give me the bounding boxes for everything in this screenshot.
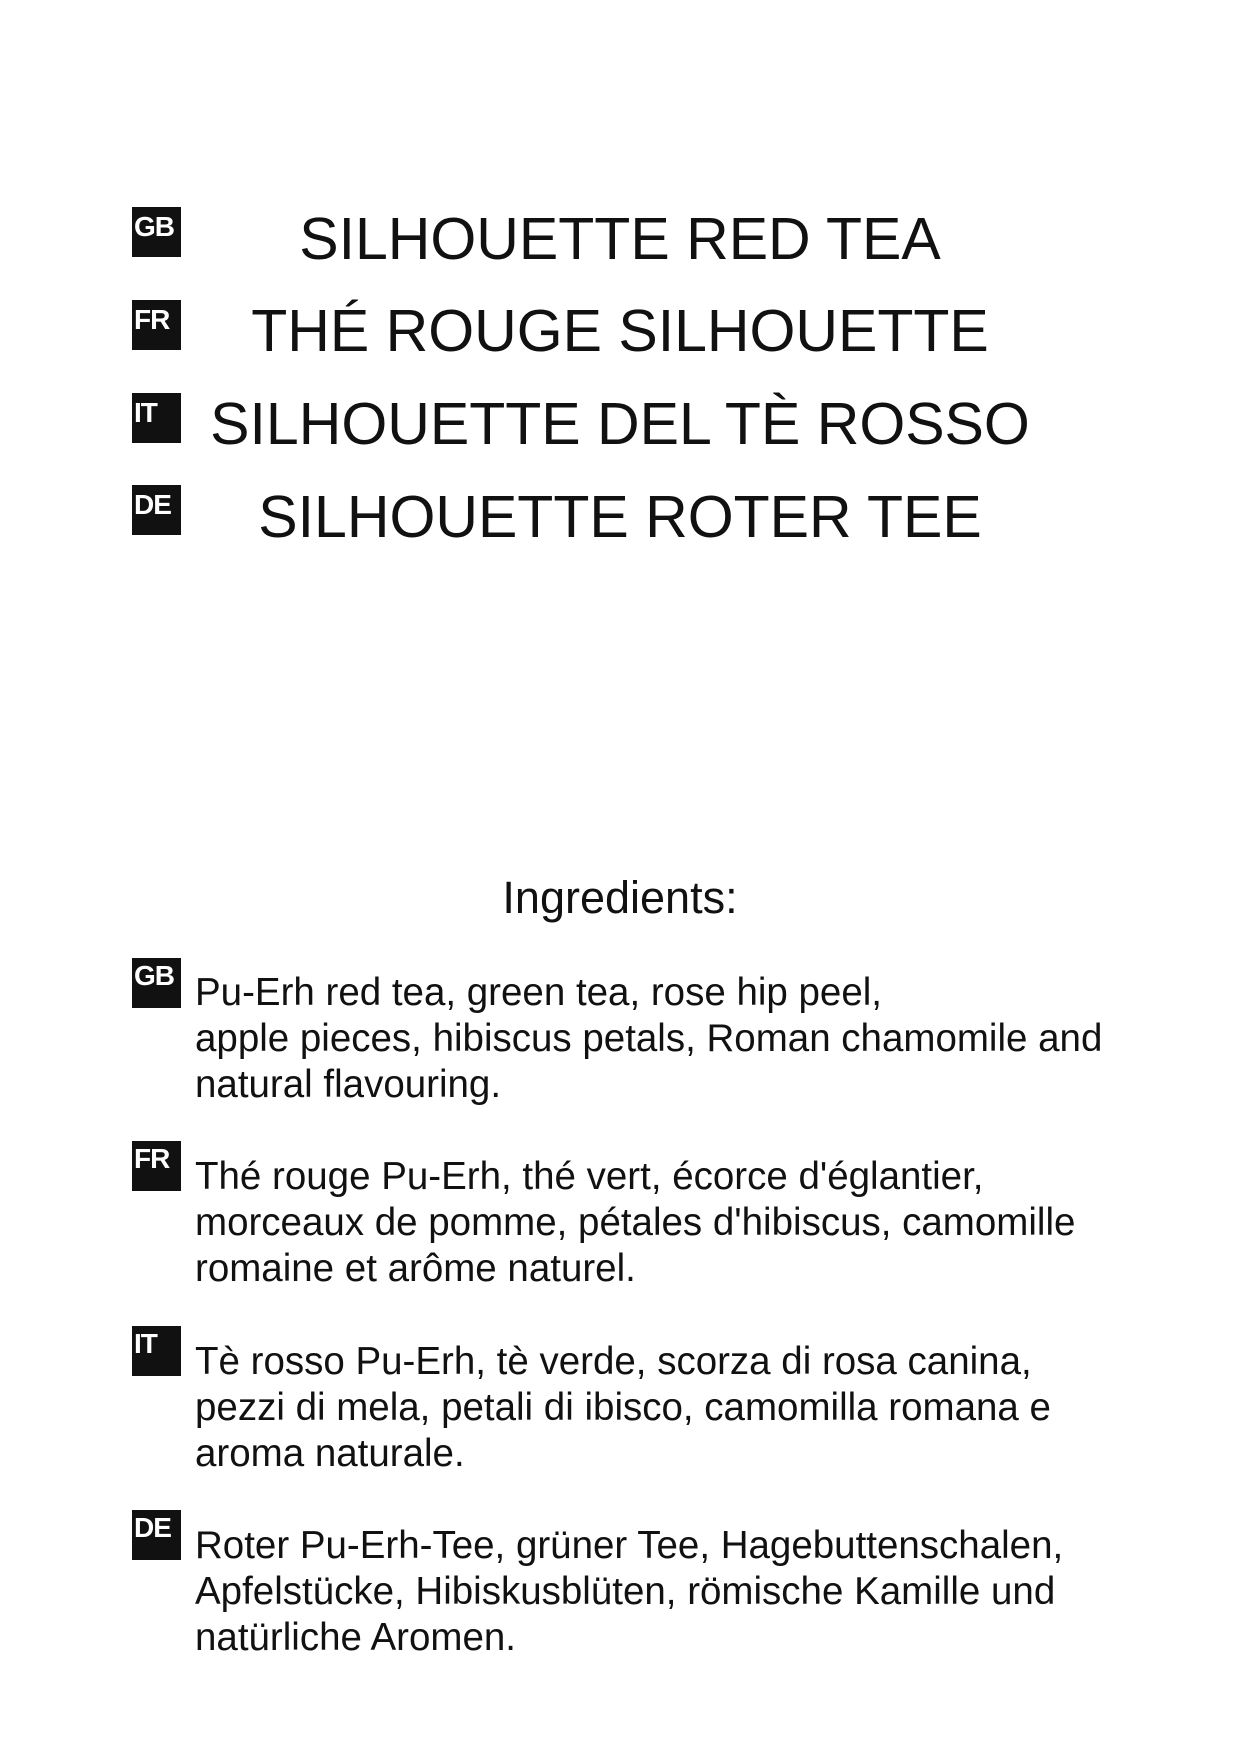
title-fr: THÉ ROUGE SILHOUETTE xyxy=(251,298,989,364)
ingredients-text-gb: Pu-Erh red tea, green tea, rose hip peel, apple pieces, hibiscus petals, Roman chamomile and natural flavouring. xyxy=(195,971,1103,1106)
language-badge-it: IT xyxy=(132,1326,181,1376)
language-badge-fr: FR xyxy=(132,1141,181,1191)
title-de: SILHOUETTE ROTER TEE xyxy=(258,484,982,550)
title-gb: SILHOUETTE RED TEA xyxy=(299,206,941,272)
ingredients-text-fr: Thé rouge Pu-Erh, thé vert, écorce d'églantier, morceaux de pomme, pétales d'hibiscus, camomille romaine et arôme naturel. xyxy=(195,1155,1076,1290)
title-it: SILHOUETTE DEL TÈ ROSSO xyxy=(210,391,1030,457)
language-badge-it: IT xyxy=(132,393,181,443)
language-badge-gb: GB xyxy=(132,958,181,1008)
language-badge-de: DE xyxy=(132,485,181,535)
ingredients-text-it: Tè rosso Pu-Erh, tè verde, scorza di rosa canina, pezzi di mela, petali di ibisco, camomilla romana e aroma naturale. xyxy=(195,1340,1051,1475)
language-badge-fr: FR xyxy=(132,300,181,350)
ingredients-text-de: Roter Pu-Erh-Tee, grüner Tee, Hagebuttenschalen, Apfelstücke, Hibiskusblüten, römische Kamille und natürliche Aromen. xyxy=(195,1524,1064,1659)
language-badge-de: DE xyxy=(132,1510,181,1560)
ingredients-heading: Ingredients: xyxy=(502,872,738,923)
language-badge-gb: GB xyxy=(132,207,181,257)
